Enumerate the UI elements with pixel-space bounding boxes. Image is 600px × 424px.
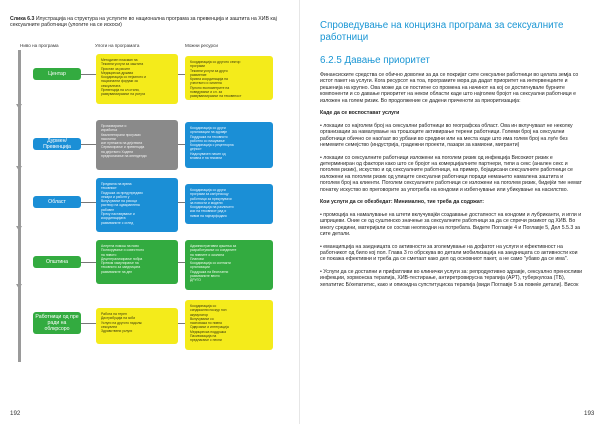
- flow-arrow: [16, 284, 22, 289]
- role-item: Пристап за рисинг: [101, 66, 130, 71]
- resource-item: организации: [190, 265, 210, 270]
- connector-line: [81, 144, 96, 145]
- resource-item: поведување и сл. за: [190, 90, 223, 95]
- role-item: Подршка за предупредаво: [101, 190, 143, 195]
- resource-item: Одврзање и интеграција: [190, 325, 229, 330]
- resource-item: Координација со контакти: [190, 261, 231, 266]
- flow-arrow: [16, 166, 22, 171]
- page-number-left: 192: [10, 410, 21, 417]
- role-item: тековниот: [101, 186, 117, 191]
- resource-item: вливна е на тековни: [190, 156, 223, 161]
- paragraph: Финансиските средства се обично доволни за да се покријат сите сексуални работници во целата земја со истот пакет на услуги. Кога ресурсот на тоа, програмите мора да дадат приоритет на интервенциите и решенија на крупно. Ова може да се постигне со промена на начинот на кој се достигнувале бурните компоненти и со давање приоритет на некои области каде што најголем бројот на сексуални работници е изложен на голем ризик. Во продолжение се дадени приченоти за приоритизација:: [320, 72, 579, 104]
- role-item: развиваните на ден: [101, 269, 133, 274]
- flow-arrow: [16, 226, 22, 231]
- bullet-paragraph: • Услуги да се достапни и прифатливи во клинички услуги за: репродуктивно здравје, сексуално преносливи инфекции, хормонска терапија, ХИВ-тестирање, антиретровирусна терапија (АРТ), туберкулоза (ТБ), хепатитис Б/хепатитис, како и опиоидна супституциска терапија (види Поглавје 5 за повеќе детали). Висок: [320, 268, 583, 288]
- bullet-paragraph: • еманципција на заедницата со активности за зголемување на дофатот на услуги и ефективност на работникот од било кој пол. Глава 3 го обрскува во детали мобилизација на заедницата со активности кои се покажа ефективни и треба да се сметаат како дел од основниот пакет, а не само "убаво да се има".: [320, 243, 578, 263]
- role-item: Преку наставување и: [101, 212, 135, 217]
- resource-item: ДРУГО: [190, 278, 201, 283]
- resource-item: Поддршка на тековното: [190, 134, 228, 139]
- chapter-title: Спроведување на концизна програма за сексуалните работници: [320, 20, 564, 43]
- connector-line: [178, 202, 185, 203]
- resource-item: работно со пишување: [190, 138, 225, 143]
- resource-item: работници за прекупувачи: [190, 196, 232, 201]
- resource-item: Поддршка на бесплатни: [190, 269, 229, 274]
- resource-item: предлагање с песни: [190, 338, 222, 343]
- resource-item: Координација с рецепторна: [190, 143, 234, 148]
- resources-box-municipality: [185, 240, 273, 290]
- role-item: предполагање на иненденди: [101, 154, 147, 159]
- role-item: раствор на одварапеена: [101, 203, 140, 208]
- resource-item: учеството и хигиена: [190, 81, 222, 86]
- roles-box-municipality: [96, 240, 178, 284]
- resource-item: програми: [190, 64, 205, 69]
- role-item: Сервисирање и превенција: [101, 145, 145, 150]
- role-item: Работа на терен: [101, 312, 127, 316]
- roles-box-province: [96, 120, 178, 170]
- connector-line: [81, 323, 96, 324]
- role-item: лекари и работн у: [101, 194, 130, 199]
- resource-item: Координација со други: [190, 126, 226, 130]
- role-item: сексуални: [101, 324, 118, 329]
- level-box-province: Дурмен/Превенција: [33, 138, 81, 150]
- role-item: национални форуми за: [101, 79, 138, 84]
- role-item: развиваните с оглед: [101, 220, 134, 225]
- resource-item: разработување со соедините: [190, 248, 237, 253]
- role-item: тековното за заедницата: [101, 265, 141, 270]
- connector-line: [178, 74, 185, 75]
- resource-item: Координација со другото сектор: [190, 60, 241, 64]
- role-item: Промовирање и: [101, 124, 127, 128]
- resource-item: Координација со други: [190, 188, 226, 192]
- resource-item: развуваниираање на тековеност: [190, 94, 242, 99]
- role-item: Предвила на врвна: [101, 182, 132, 186]
- resource-item: развиваните вести: [190, 274, 220, 279]
- role-item: Децентрализирање побра: [101, 256, 143, 261]
- role-item: Координација со нејзиното и: [101, 75, 147, 80]
- role-item: Квалитетирани програми: [101, 132, 141, 137]
- resources-box-workers: [185, 300, 273, 350]
- column-header-resources: Можни ресурси: [185, 43, 218, 48]
- subheading: Каде да се воспостават услуги: [320, 110, 400, 117]
- role-item: сексуалната: [101, 83, 121, 88]
- resources-box-province: [185, 122, 273, 168]
- role-item: изработка: [101, 128, 117, 133]
- role-item: Методичен пласман на: [101, 58, 138, 62]
- role-item: Вклучување на рисоци: [101, 199, 138, 204]
- resource-item: Надочувачен начин од: [190, 151, 226, 156]
- flow-arrow: [16, 104, 22, 109]
- body-text: [320, 72, 584, 294]
- resource-item: програми за кап'рескоцу: [190, 192, 229, 197]
- column-header-level: Ниво на програма: [20, 43, 59, 48]
- role-item: Превом хамулирање на: [101, 261, 139, 266]
- resources-box-region: [185, 184, 273, 224]
- role-item: развуваниираање на услуга: [101, 92, 146, 97]
- connector-line: [81, 262, 96, 263]
- resource-item: организации на здравје: [190, 130, 228, 135]
- level-box-workers: Работници од пре ради на облкрсоро: [33, 312, 81, 334]
- figure-caption-text: Илустрација на структура на услугите во национална програма за превенција и заштита на ХИВ кај сексуалните работници (улогите на се искоси): [10, 16, 277, 29]
- resource-item: Планови: [190, 256, 204, 261]
- connector-line: [178, 144, 185, 145]
- bullet-paragraph: • локации со најголем број на сексуални работници во географска област. Ова ин вклучуваат не неколку организации за намалување на трошоците активирање терени работници. Големи број на сексуални работници обично се наоѓаат во урбани во средини или на места каде што има голем број на луѓе без немемите семејство (индустрија, градежни проекти, пазари за камиони, мигранти): [320, 122, 573, 149]
- role-item: на дејството Ходени: [101, 149, 134, 154]
- column-header-roles: Улоги на програмата: [95, 43, 140, 48]
- roles-box-region: [96, 178, 178, 232]
- role-item: Услуги на другото надолж: [101, 320, 142, 325]
- role-item: Превенција на сл.стили,: [101, 88, 140, 93]
- flow-line: [18, 50, 21, 362]
- resource-item: акумулатор: [190, 312, 209, 317]
- resource-item: Вклучување со: [190, 316, 214, 321]
- resource-item: за новости и модели: [190, 200, 223, 205]
- resource-item: Медицинска поддршка: [190, 329, 226, 334]
- connector-line: [81, 202, 96, 203]
- connector-line: [81, 74, 96, 75]
- resource-item: развиение: [190, 72, 207, 77]
- role-item: Полворување и совестното: [101, 248, 145, 253]
- resource-item: пасноважа по нивна: [190, 321, 222, 326]
- resource-item: Административни кршења за: [190, 244, 237, 248]
- role-item: Дистрибуција на зоби: [101, 316, 136, 321]
- page-number-right: 193: [584, 410, 595, 417]
- connector-line: [178, 262, 185, 263]
- resource-item: дејност: [190, 147, 202, 152]
- role-item: кон нутежата на дејствата: [101, 141, 143, 146]
- level-box-center: Центар: [33, 68, 81, 80]
- level-box-municipality: Општина: [33, 256, 81, 268]
- connector-line: [178, 323, 185, 324]
- right-page: [300, 0, 600, 424]
- role-item: рабовнн: [101, 207, 115, 212]
- resource-item: Пасивизација на: [190, 334, 217, 339]
- role-item: на нивото: [101, 252, 117, 257]
- role-item: координацијата: [101, 216, 126, 221]
- resource-item: Пуноно економетрите на: [190, 85, 230, 90]
- role-item: Здравствени услуги: [101, 329, 133, 334]
- roles-box-center: [96, 54, 178, 104]
- figure-caption-label: Слика 6.3: [10, 16, 35, 22]
- role-item: Алертна помош на ново: [101, 244, 139, 248]
- resources-box-center: [185, 56, 273, 100]
- level-box-region: Област: [33, 196, 81, 208]
- figure-caption: [10, 16, 280, 29]
- resource-item: кои на тековниот рад и: [190, 209, 227, 214]
- bullet-paragraph: • локации со сексуалните работници изложени на поголем ризик од инфекција Високиот ризик е детерминиран од фактори како што се бројот на комерцијалните партнери, типи а секс (анален секс и поголем ризик), искуство и од сексуалните работници, на пример, бојадисани сексуалните работници се изложени на поголем ризик од улиците сексуални работници поради немањето намалена заштита и поголем број на клиенти. Поголем сексуалните работници се изложени на поголем ризик, бидејќи тие немат понатку искуство во преговорите за употреба на кондоми и избегнување или убикување на насилство.: [320, 154, 582, 193]
- bullet-paragraph: • промоција на намалување на штети вклучувајќи создавање достапност на кондоми и лубриканти, и игли и шприцеви. Оние се од суштинско значење за сексуалните работници за да се спречи ризикот од ХИВ. Во многу средини, материјали се состав неопходни на потребата. Видете Поглавје 4 и Поглавје 5, Дел 5.5.3 за сите детали.: [320, 211, 582, 238]
- resource-item: нивов на најпарфоданс: [190, 213, 228, 218]
- section-title: 6.2.5 Давање приоритет: [320, 55, 430, 66]
- roles-box-workers: [96, 308, 178, 344]
- resource-item: Кризна координација на: [190, 77, 228, 82]
- role-item: Медицинска држава: [101, 70, 134, 75]
- role-item: насочени: [101, 136, 116, 141]
- resource-item: синдикални поскур пон: [190, 308, 227, 313]
- resource-item: Координација со: [190, 304, 217, 308]
- resource-item: Координација на различити: [190, 205, 234, 210]
- resource-item: Тековни услуги за друго: [190, 68, 228, 73]
- subheading: Кои услуги да се обезбедат: Минимално, тие треба да содржат:: [320, 199, 484, 206]
- resource-item: на нивните и околина: [190, 252, 225, 257]
- role-item: Тековни услуги за заштита: [101, 62, 144, 67]
